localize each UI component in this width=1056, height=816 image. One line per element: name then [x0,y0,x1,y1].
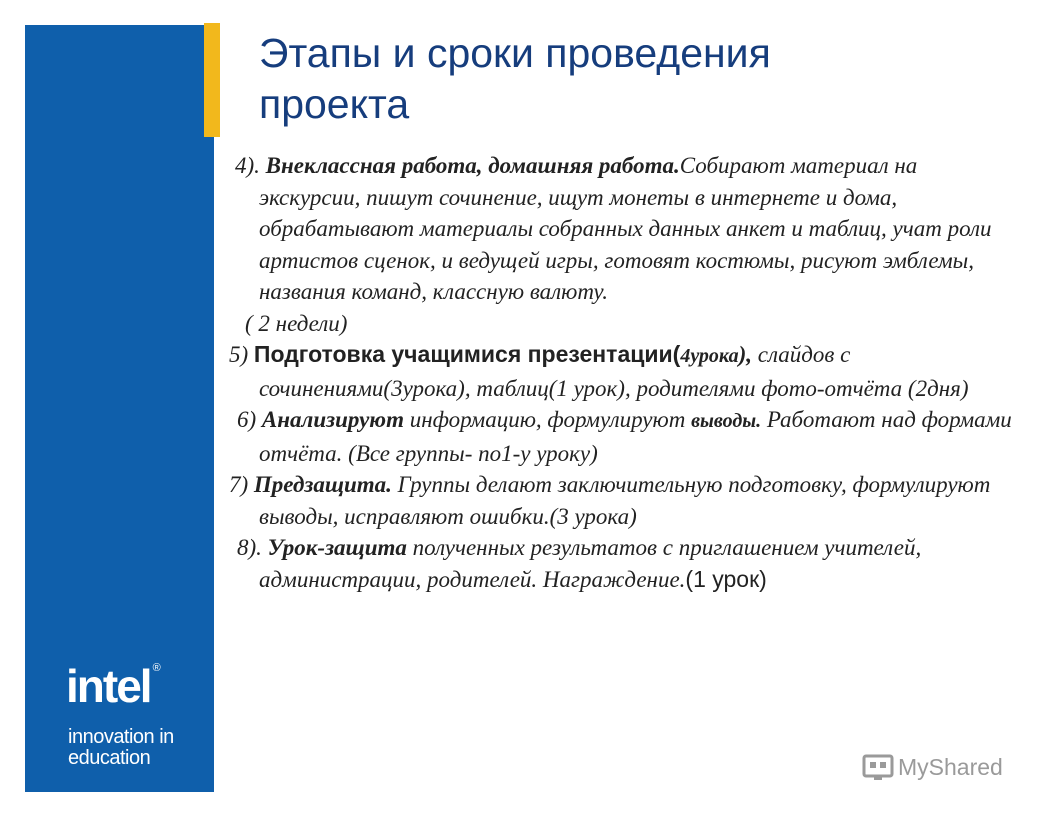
stage-5: 5) Подготовка учащимися презентации(4урока), слайдов с сочинениями(3урока), таблиц(1 урок), родителями фото-отчёта (2дня) [229,341,969,401]
stage-7: 7) Предзащита. Группы делают заключительную подготовку, формулируют выводы, исправляют ошибки.(3 урока) [229,472,991,529]
intel-logo: intel ® [66,660,161,712]
myshared-watermark: MyShared [862,752,1003,782]
myshared-logo-icon [862,752,894,782]
stage-4: 4). Внеклассная работа, домашняя работа.Собирают материал на экскурсии, пишут сочинение, ищут монеты в интернете и дома, обрабатывают материалы собранных данных анкет и таблиц, учат роли артистов сценок, и ведущей игры, готовят костюмы, рисуют эмблемы, названия команд, классную валюту. [235,153,992,304]
stage-6: 6) Анализируют информацию, формулируют выводы. Работают над формами отчёта. (Все группы- по1-у уроку) [237,407,1012,466]
brand-tagline: innovation in education [68,726,174,769]
slide-title: Этапы и сроки проведения проекта [259,30,771,127]
accent-bar [204,23,220,137]
stages-list [229,150,1019,595]
stage-4-duration: ( 2 недели) [245,310,348,336]
stage-8: 8). Урок-защита полученных результатов с приглашением учителей, администрации, родителей. Награждение.(1 урок) [237,535,922,592]
